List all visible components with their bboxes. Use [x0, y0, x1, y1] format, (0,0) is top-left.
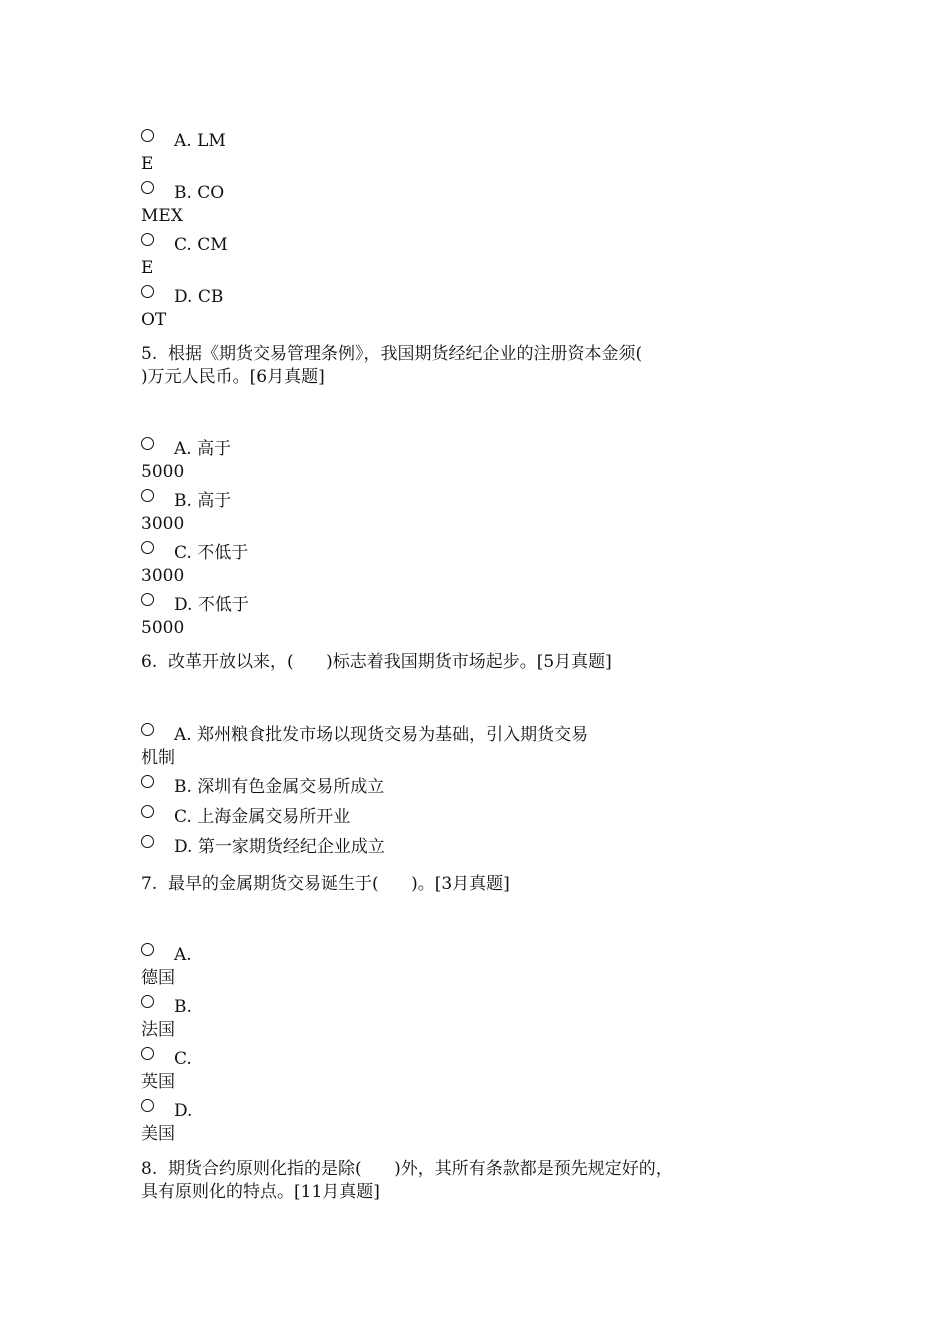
q5-option-b[interactable]	[141, 488, 232, 511]
q5-option-c[interactable]	[141, 540, 249, 563]
q7-option-b[interactable]	[141, 994, 192, 1017]
option-continuation: 德国	[141, 968, 175, 988]
option-continuation: 美国	[141, 1124, 175, 1144]
option-continuation: 5000	[141, 618, 185, 638]
option-continuation: 英国	[141, 1072, 175, 1092]
question-8-text: 8. 期货合约原则化指的是除( )外，其所有条款都是预先规定好的，	[141, 1159, 673, 1179]
option-continuation: 3000	[141, 514, 185, 534]
option-label: B. CO	[174, 183, 225, 203]
radio-button-icon[interactable]	[141, 181, 154, 194]
option-label: A. 高于	[174, 439, 232, 459]
radio-button-icon[interactable]	[141, 593, 154, 606]
question-8-text-cont: 具有原则化的特点。[11月真题]	[141, 1182, 380, 1202]
radio-button-icon[interactable]	[141, 995, 154, 1008]
option-label: A.	[174, 945, 192, 965]
option-label: B. 深圳有色金属交易所成立	[174, 777, 385, 797]
option-continuation: OT	[141, 310, 167, 330]
option-label: D. CB	[174, 287, 224, 307]
option-continuation: 5000	[141, 462, 185, 482]
radio-button-icon[interactable]	[141, 233, 154, 246]
q4-option-a[interactable]	[141, 128, 226, 151]
q6-option-b[interactable]	[141, 774, 385, 797]
question-6-text: 6. 改革开放以来，( )标志着我国期货市场起步。[5月真题]	[141, 652, 612, 672]
q6-option-c[interactable]	[141, 804, 351, 827]
q7-option-d[interactable]	[141, 1098, 193, 1121]
radio-button-icon[interactable]	[141, 489, 154, 502]
q4-option-c[interactable]	[141, 232, 228, 255]
question-5-text: 5. 根据《期货交易管理条例》，我国期货经纪企业的注册资本金须(	[141, 344, 643, 364]
option-label: D.	[174, 1101, 193, 1121]
radio-button-icon[interactable]	[141, 437, 154, 450]
question-7-text: 7. 最早的金属期货交易诞生于( )。[3月真题]	[141, 874, 510, 894]
radio-button-icon[interactable]	[141, 541, 154, 554]
radio-button-icon[interactable]	[141, 1099, 154, 1112]
option-label: A. 郑州粮食批发市场以现货交易为基础，引入期货交易	[174, 725, 589, 745]
radio-button-icon[interactable]	[141, 775, 154, 788]
option-label: C.	[174, 1049, 192, 1069]
option-continuation: E	[141, 154, 154, 174]
radio-button-icon[interactable]	[141, 285, 154, 298]
question-5-text-cont: )万元人民币。[6月真题]	[141, 367, 325, 387]
option-continuation: E	[141, 258, 154, 278]
q4-option-b[interactable]	[141, 180, 225, 203]
radio-button-icon[interactable]	[141, 835, 154, 848]
q5-option-d[interactable]	[141, 592, 249, 615]
radio-button-icon[interactable]	[141, 805, 154, 818]
option-label: C. 上海金属交易所开业	[174, 807, 351, 827]
radio-button-icon[interactable]	[141, 943, 154, 956]
q5-option-a[interactable]	[141, 436, 232, 459]
q7-option-c[interactable]	[141, 1046, 192, 1069]
option-label: B. 高于	[174, 491, 232, 511]
option-label: A. LM	[174, 131, 226, 151]
q4-option-d[interactable]	[141, 284, 224, 307]
option-label: C. 不低于	[174, 543, 249, 563]
radio-button-icon[interactable]	[141, 723, 154, 736]
option-label: B.	[174, 997, 192, 1017]
option-label: D. 不低于	[174, 595, 249, 615]
q6-option-a[interactable]	[141, 722, 589, 745]
q6-option-d[interactable]	[141, 834, 385, 857]
option-label: D. 第一家期货经纪企业成立	[174, 837, 385, 857]
radio-button-icon[interactable]	[141, 129, 154, 142]
option-continuation: 3000	[141, 566, 185, 586]
option-continuation: MEX	[141, 206, 183, 226]
radio-button-icon[interactable]	[141, 1047, 154, 1060]
option-continuation: 法国	[141, 1020, 175, 1040]
option-label: C. CM	[174, 235, 228, 255]
option-continuation: 机制	[141, 748, 175, 768]
q7-option-a[interactable]	[141, 942, 192, 965]
